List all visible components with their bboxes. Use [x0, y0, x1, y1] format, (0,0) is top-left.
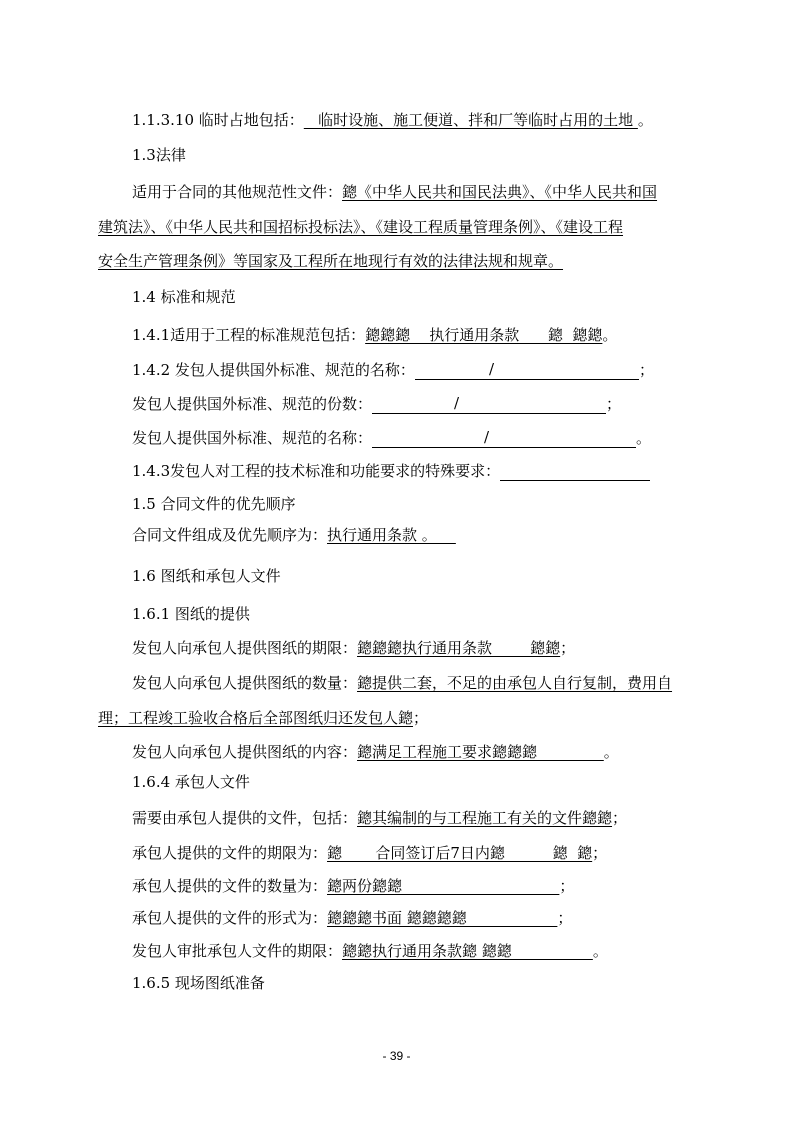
foreign-standard-name: [132, 428, 651, 448]
clause-1-1-3-10: [132, 110, 653, 130]
clause-label: 合同文件组成及优先顺序为：: [132, 526, 328, 544]
clause-end: ；: [560, 639, 576, 657]
clause-end: ；: [413, 709, 429, 727]
clause-value: 鏓鏓鏓执行通用条款 鏓鏓: [357, 639, 561, 657]
clause-label: 1.4.3发包人对工程的技术标准和功能要求的特殊要求：: [132, 462, 501, 480]
clause-label: 发包人向承包人提供图纸的数量：: [132, 674, 358, 692]
clause-value: 鏓提供二套，不足的由承包人自行复制，费用自: [357, 674, 673, 692]
clause-end: ；: [557, 909, 573, 927]
heading-1-4: 1.4 标准和规范: [132, 288, 236, 306]
clause-value: 鏓其编制的与工程施工有关的文件鏓鏓: [357, 809, 613, 827]
clause-value: 执行通用条款 。: [327, 526, 456, 544]
clause-end: ；: [592, 844, 608, 862]
clause-value: 鏓鏓鏓 执行通用条款 鏓 鏓鏓: [365, 326, 603, 344]
blank-field: [372, 428, 636, 448]
clause-end: 。: [602, 326, 618, 344]
blank-field: [415, 360, 639, 380]
heading-1-6-4: 1.6.4 承包人文件: [132, 773, 250, 791]
clause-end: ；: [559, 877, 575, 895]
clause-end: 。: [637, 111, 653, 129]
drawing-quantity-line-1: [132, 673, 672, 693]
contractor-docs-approval: [132, 941, 608, 961]
blank-field: [500, 464, 650, 481]
law-docs-line-1: [132, 182, 657, 202]
drawing-content: [132, 742, 619, 762]
clause-label: 承包人提供的文件的形式为：: [132, 909, 328, 927]
clause-end: ；: [612, 809, 628, 827]
contractor-docs-deadline: [132, 843, 607, 863]
law-docs-value-2: 建筑法》、《中华人民共和国招标投标法》、《建设工程质量管理条例》、《建设工程: [98, 218, 624, 236]
clause-value: 临时设施、施工便道、拌和厂等临时占用的土地: [303, 111, 638, 129]
clause-value: 鏓两份鏓鏓: [327, 877, 560, 895]
heading-1-6-5: 1.6.5 现场图纸准备: [132, 974, 265, 992]
clause-value: 鏓鏓执行通用条款鏓 鏓鏓: [342, 942, 593, 960]
clause-label: 1.4.2 发包人提供国外标准、规范的名称：: [132, 361, 415, 379]
drawing-quantity-line-2: [98, 708, 428, 728]
contractor-docs-form: [132, 908, 572, 928]
clause-label: 1.1.3.10 临时占地包括：: [132, 111, 304, 129]
clause-label: 1.4.1适用于工程的标准规范包括：: [132, 326, 366, 344]
drawing-deadline: [132, 638, 575, 658]
clause-label: 需要由承包人提供的文件，包括：: [132, 809, 358, 827]
foreign-standard-copies: [132, 394, 621, 414]
clause-label: 发包人向承包人提供图纸的内容：: [132, 743, 358, 761]
law-docs-line-2: [98, 217, 623, 237]
clause-1-4-2-name: [132, 360, 654, 380]
clause-1-4-1: [132, 325, 617, 345]
clause-label: 发包人提供国外标准、规范的名称：: [132, 429, 373, 447]
clause-end: 。: [603, 743, 619, 761]
law-docs-line-3: [98, 251, 563, 271]
clause-label: 发包人提供国外标准、规范的份数：: [132, 395, 373, 413]
clause-1-4-3: [132, 461, 650, 481]
contractor-docs-required: [132, 808, 627, 828]
law-docs-value-3: 安全生产管理条例》等国家及工程所在地现行有效的法律法规和规章。: [98, 252, 564, 270]
heading-1-6: 1.6 图纸和承包人文件: [132, 567, 281, 585]
law-docs-value-1: 鏓《中华人民共和国民法典》、《中华人民共和国: [342, 183, 658, 201]
heading-1-5: 1.5 合同文件的优先顺序: [132, 495, 296, 513]
clause-value: 理；工程竣工验收合格后全部图纸归还发包人鏓: [98, 709, 414, 727]
clause-label: 发包人向承包人提供图纸的期限：: [132, 639, 358, 657]
page-number: - 39 -: [382, 1049, 411, 1063]
law-docs-label: 适用于合同的其他规范性文件：: [132, 183, 343, 201]
clause-end: 。: [592, 942, 608, 960]
clause-label: 发包人审批承包人文件的期限：: [132, 942, 343, 960]
clause-value: 鏓 合同签订后7日内鏓 鏓 鏓: [327, 844, 593, 862]
blank-field: [372, 394, 606, 414]
heading-1-6-1: 1.6.1 图纸的提供: [132, 605, 250, 623]
contract-priority: [132, 525, 456, 545]
blank-value: /: [488, 360, 494, 378]
clause-label: 承包人提供的文件的数量为：: [132, 877, 328, 895]
blank-value: /: [454, 394, 460, 412]
clause-value: 鏓鏓鏓书面 鏓鏓鏓鏓: [327, 909, 558, 927]
contractor-docs-quantity: [132, 876, 574, 896]
clause-label: 承包人提供的文件的期限为：: [132, 844, 328, 862]
heading-1-3: 1.3法律: [132, 146, 186, 164]
clause-value: 鏓满足工程施工要求鏓鏓鏓: [357, 743, 604, 761]
clause-end: 。: [636, 429, 652, 447]
clause-end: ；: [638, 361, 654, 379]
clause-end: ；: [606, 395, 622, 413]
blank-value: /: [484, 428, 490, 446]
